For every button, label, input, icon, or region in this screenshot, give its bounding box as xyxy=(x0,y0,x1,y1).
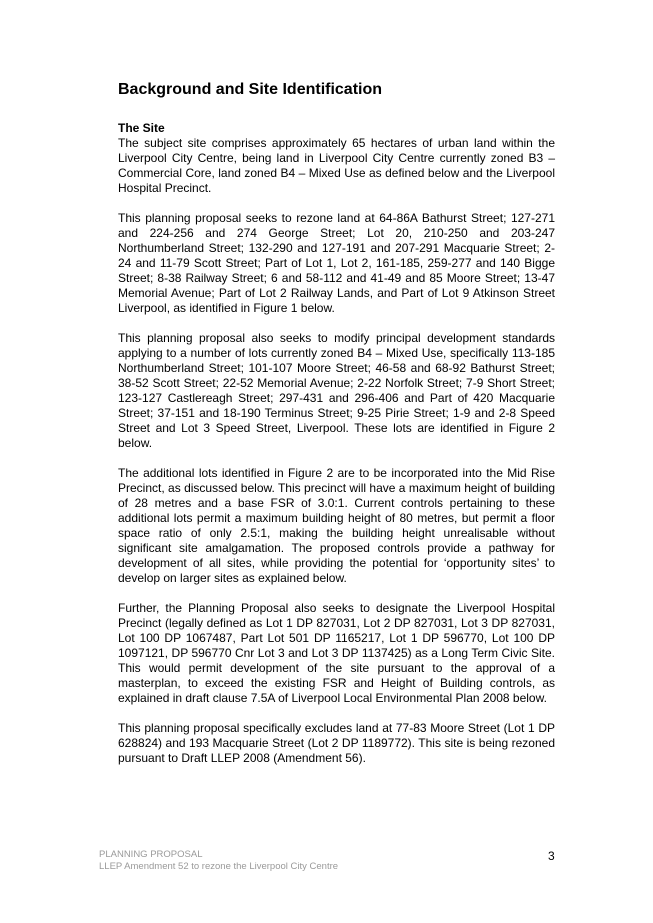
paragraph-rezone-land: This planning proposal seeks to rezone land at 64-86A Bathurst Street; 127-271 and 224-256 and 274 George Street; Lot 20, 210-250 and 203-247 Northumberland Street; 132-290 and 127-191 and 207-291 Macquarie Street; 2-24 and 11-79 Scott Street; Part of Lot 1, Lot 2, 161-185, 259-277 and 140 Bigge Street; 8-38 Railway Street; 6 and 58-112 and 41-49 and 85 Moore Street; 13-47 Memorial Avenue; Part of Lot 2 Railway Lands, and Part of Lot 9 Atkinson Street Liverpool, as identified in Figure 1 below. xyxy=(118,211,555,315)
page-footer xyxy=(99,849,559,873)
paragraph-hospital-precinct: Further, the Planning Proposal also seeks to designate the Liverpool Hospital Precinct (legally defined as Lot 1 DP 827031, Lot 2 DP 827031, Lot 3 DP 827031, Lot 100 DP 1067487, Part Lot 501 DP 1165217, Lot 1 DP 596770, Lot 100 DP 1097121, DP 596770 Cnr Lot 3 and Lot 3 DP 1137425) as a Long Term Civic Site. This would permit development of the site pursuant to the approval of a masterplan, to exceed the existing FSR and Height of Building controls, as explained in draft clause 7.5A of Liverpool Local Environmental Plan 2008 below. xyxy=(118,601,555,705)
page-content xyxy=(118,80,555,766)
footer-title: PLANNING PROPOSAL xyxy=(99,849,203,860)
paragraph-exclusions: This planning proposal specifically excludes land at 77-83 Moore Street (Lot 1 DP 628824) and 193 Macquarie Street (Lot 2 DP 1189772). This site is being rezoned pursuant to Draft LLEP 2008 (Amendment 56). xyxy=(118,721,555,765)
paragraph-development-standards: This planning proposal also seeks to modify principal development standards applying to a number of lots currently zoned B4 – Mixed Use, specifically 113-185 Northumberland Street; 101-107 Moore Street; 46-58 and 68-92 Bathurst Street; 38-52 Scott Street; 22-52 Memorial Avenue; 2-22 Norfolk Street; 7-9 Short Street; 123-127 Castlereagh Street; 297-431 and 296-406 and Part of 420 Macquarie Street; 37-151 and 18-190 Terminus Street; 9-25 Pirie Street; 1-9 and 2-8 Speed Street and Lot 3 Speed Street, Liverpool. These lots are identified in Figure 2 below. xyxy=(118,331,555,450)
subheading: The Site xyxy=(118,121,165,135)
footer-subtitle: LLEP Amendment 52 to rezone the Liverpool City Centre xyxy=(99,861,339,872)
paragraph-site-description: The subject site comprises approximately 65 hectares of urban land within the Liverpool City Centre, being land in Liverpool City Centre currently zoned B3 – Commercial Core, land zoned B4 – Mixed Use as defined below and the Liverpool Hospital Precinct. xyxy=(118,136,555,195)
section-heading: Background and Site Identification xyxy=(118,81,383,98)
page-number: 3 xyxy=(548,849,555,863)
paragraph-mid-rise-precinct: The additional lots identified in Figure 2 are to be incorporated into the Mid Rise Precinct, as discussed below. This precinct will have a maximum height of building of 28 metres and a base FSR of 3.0:1. Current controls pertaining to these additional lots permit a maximum building height of 80 metres, but permit a floor space ratio of only 2.5:1, making the building height unrealisable without significant site amalgamation. The proposed controls provide a pathway for development of all sites, while providing the potential for ‘opportunity sites’ to develop on larger sites as explained below. xyxy=(118,466,555,585)
